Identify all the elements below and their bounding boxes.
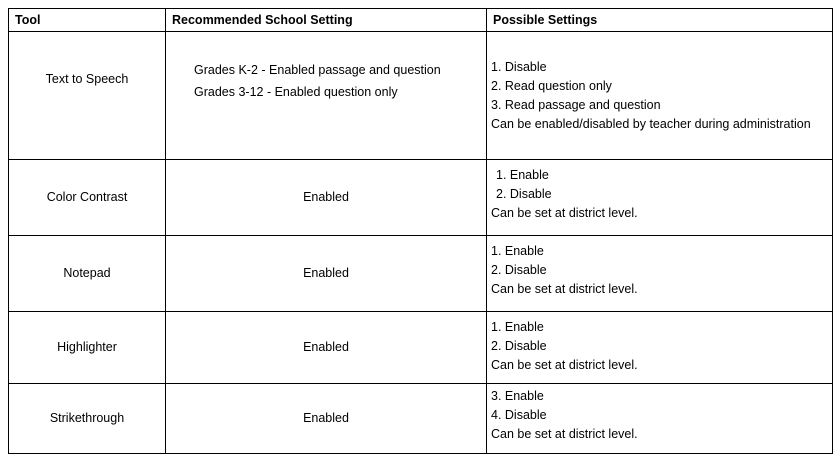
possible-cell	[487, 312, 833, 384]
header-recommended: Recommended School Setting	[166, 9, 487, 32]
table-row	[9, 384, 833, 454]
header-row	[9, 9, 833, 32]
tool-cell	[9, 32, 166, 160]
recommended-line: Grades K-2 - Enabled passage and question	[194, 63, 441, 77]
possible-cell	[487, 384, 833, 454]
recommended-value: Enabled	[303, 340, 349, 354]
option-item: 2. Disable	[496, 187, 552, 201]
possible-cell	[487, 236, 833, 312]
table-row	[9, 312, 833, 384]
recommended-value: Enabled	[303, 190, 349, 204]
recommended-cell	[166, 312, 487, 384]
recommended-cell	[166, 32, 487, 160]
tool-name: Notepad	[63, 266, 111, 280]
possible-cell	[487, 32, 833, 160]
tool-name: Highlighter	[57, 340, 117, 354]
recommended-value: Enabled	[303, 266, 349, 280]
recommended-line: Grades 3-12 - Enabled question only	[194, 85, 398, 99]
tool-name: Strikethrough	[49, 411, 125, 425]
option-note: Can be set at district level.	[491, 427, 638, 441]
header-possible: Possible Settings	[487, 9, 833, 32]
possible-cell	[487, 160, 833, 236]
recommended-value: Enabled	[303, 411, 349, 425]
header-tool: Tool	[9, 9, 166, 32]
tool-cell	[9, 384, 166, 454]
option-item: 2. Read question only	[491, 79, 612, 93]
tool-cell	[9, 312, 166, 384]
option-note: Can be set at district level.	[491, 206, 638, 220]
table-row	[9, 32, 833, 160]
tool-cell	[9, 236, 166, 312]
recommended-cell	[166, 384, 487, 454]
option-item: 1. Disable	[491, 60, 547, 74]
option-item: 2. Disable	[491, 339, 547, 353]
option-item: 4. Disable	[491, 408, 547, 422]
recommended-cell	[166, 236, 487, 312]
table-row	[9, 236, 833, 312]
option-item: 1. Enable	[496, 168, 549, 182]
recommended-cell	[166, 160, 487, 236]
option-item: 3. Enable	[491, 389, 544, 403]
option-note: Can be set at district level.	[491, 282, 638, 296]
option-item: 2. Disable	[491, 263, 547, 277]
option-note: Can be set at district level.	[491, 358, 638, 372]
tool-name: Text to Speech	[45, 72, 129, 86]
option-item: 1. Enable	[491, 244, 544, 258]
option-item: 3. Read passage and question	[491, 98, 661, 112]
tool-name: Color Contrast	[46, 190, 128, 204]
option-note: Can be enabled/disabled by teacher during administration	[491, 117, 811, 131]
settings-table	[8, 8, 833, 454]
tool-cell	[9, 160, 166, 236]
table-row	[9, 160, 833, 236]
option-item: 1. Enable	[491, 320, 544, 334]
